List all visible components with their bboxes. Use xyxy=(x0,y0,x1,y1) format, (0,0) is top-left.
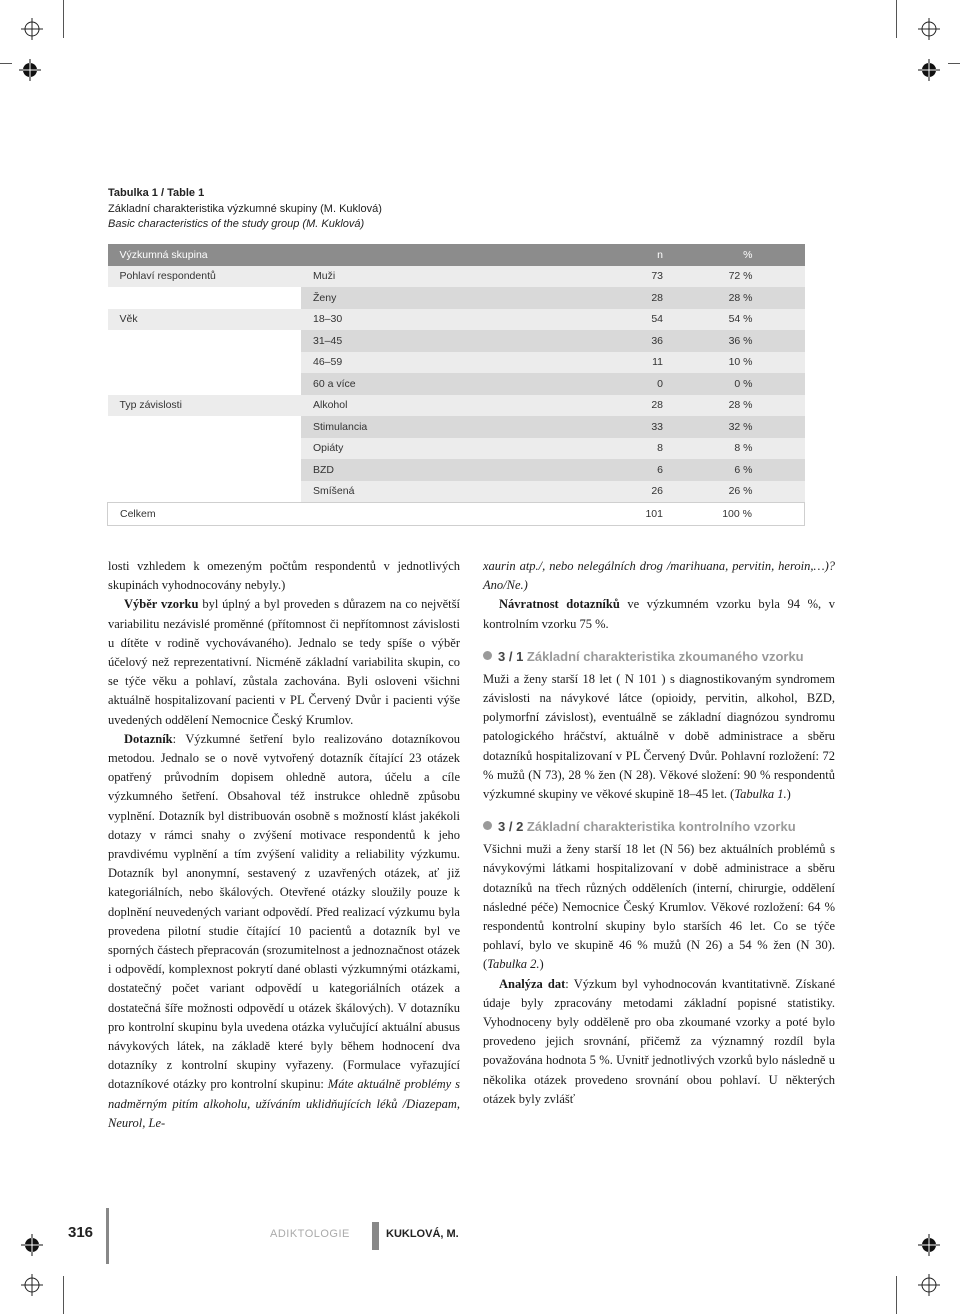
caption-title-cz: Základní charakteristika výzkumné skupiny (M. Kuklová) xyxy=(108,202,382,215)
cell-subgroup: Stimulancia xyxy=(313,420,368,433)
journal-name: ADIKTOLOGIE xyxy=(270,1228,350,1240)
cell-n: 8 xyxy=(657,442,663,455)
term-return-rate: Návratnost dotazníků xyxy=(499,597,620,612)
cell-n: 36 xyxy=(651,334,663,347)
cell-group: Typ závislosti xyxy=(119,399,182,412)
paragraph-text: byl úplný a byl proveden s důrazem na co největší variabilitu nezávislé proměnné (přítomnost či nepřítomnost závislosti u dítěte v rodině vychovávaného). Jednalo se tedy spíše o výběr účelový než reprezentativní. Nicméně základní variabilita skupin, co se týče věku a pohlaví, zůstala zachována. Byli osloveni všichni aktuálně hospitalizovaní pacienti v PL Červený Dvůr i pacienti výše uvedených oddělení Nemocnice Český Krumlov. xyxy=(108,597,460,727)
registration-mark-bottom-left xyxy=(21,1234,43,1256)
text-column-right xyxy=(483,557,835,1109)
registration-mark-left-upper xyxy=(19,59,41,81)
header-n: n xyxy=(513,244,663,266)
paragraph-text-end: ) xyxy=(786,787,791,802)
cell-n: 11 xyxy=(652,356,663,369)
registration-mark-top-left xyxy=(21,18,43,40)
crop-line-top-right-h xyxy=(948,63,960,64)
paragraph-italic-question: Máte aktuálně problémy s nadměrným pitím alkoholu, užíváním uklidňujících léků /Diazepam, Neurol, Le- xyxy=(108,1077,461,1130)
crop-line-bottom-right-v xyxy=(896,1276,897,1314)
table-row xyxy=(108,330,805,352)
paragraph-data-analysis xyxy=(483,975,835,1109)
cell-group xyxy=(108,481,302,503)
crop-line-top-left-v xyxy=(63,0,64,38)
cell-group xyxy=(108,438,302,460)
cell-percent: 26 % xyxy=(728,485,753,498)
paragraph-sample-selection xyxy=(108,595,460,729)
paragraph-questionnaire xyxy=(108,730,460,1133)
cell-subgroup: 31–45 xyxy=(313,334,343,347)
crop-line-bottom-left-v xyxy=(63,1276,64,1314)
author-name: KUKLOVÁ, M. xyxy=(386,1228,459,1240)
cell-n: 28 xyxy=(651,399,663,412)
table-header-row xyxy=(108,244,805,266)
table-row xyxy=(108,438,805,460)
paragraph-text: : Výzkum byl vyhodnocován kvantitativně. Získané údaje byly zpracovány metodami základní popisné statistiky. Vyhodnoceny byly odděleně pro oba zkoumané vzorky a poté bylo provedeno jejich srovnání, přičemž za významný rozdíl byla považována hodnota 5 %. Uvnitř jednotlivých vzorků bylo následně u několika otázek provedeno srovnání obou pohlaví. U některých otázek byly zvlášť xyxy=(483,976,835,1106)
cell-group xyxy=(108,416,302,438)
section-number: 3 / 1 xyxy=(498,648,524,664)
table-row xyxy=(108,395,805,417)
cell-percent: 54 % xyxy=(728,313,753,326)
cell-group xyxy=(108,287,302,309)
table-row xyxy=(108,352,805,374)
table-total-row xyxy=(108,503,805,526)
bullet-dot-icon xyxy=(483,651,492,660)
caption-title-en: Basic characteristics of the study group (M. Kuklová) xyxy=(108,218,365,230)
cell-percent: 6 % xyxy=(734,463,753,476)
registration-mark-bottom-right-2 xyxy=(918,1274,940,1296)
table-row xyxy=(108,373,805,395)
registration-mark-top-right xyxy=(918,18,940,40)
header-percent: % xyxy=(663,244,805,266)
paragraph-continuation xyxy=(108,557,460,595)
table-reference: Tabulka 2. xyxy=(487,957,540,972)
cell-group xyxy=(108,459,302,481)
table-reference: Tabulka 1. xyxy=(734,787,787,802)
paragraph-study-group xyxy=(483,670,835,804)
section-heading-3-2 xyxy=(483,818,835,836)
crop-line-top-right-v xyxy=(896,0,897,38)
cell-percent: 28 % xyxy=(728,291,753,304)
cell-percent: 8 % xyxy=(734,442,753,455)
registration-mark-right-upper xyxy=(918,59,940,81)
table-row xyxy=(108,481,805,503)
paragraph-continuation xyxy=(483,557,835,595)
cell-subgroup: Smíšená xyxy=(313,485,355,498)
cell-group: Pohlaví respondentů xyxy=(119,270,216,283)
cell-subgroup: 46–59 xyxy=(313,356,343,369)
header-subgroup xyxy=(301,244,513,266)
table-row xyxy=(108,416,805,438)
table-row xyxy=(108,266,805,288)
cell-subgroup: Ženy xyxy=(313,291,337,304)
cell-subgroup: Muži xyxy=(313,270,336,283)
section-number: 3 / 2 xyxy=(498,819,524,835)
cell-n: 33 xyxy=(651,420,663,433)
cell-n: 73 xyxy=(651,270,663,283)
characteristics-table xyxy=(107,244,805,526)
paragraph-control-group xyxy=(483,840,835,974)
cell-percent: 10 % xyxy=(728,356,753,369)
table-row xyxy=(108,287,805,309)
header-group: Výzkumná skupina xyxy=(108,244,302,266)
cell-subgroup: BZD xyxy=(313,463,334,476)
cell-total-subgroup xyxy=(301,503,513,526)
caption-label: Tabulka 1 / Table 1 xyxy=(108,187,205,199)
bullet-dot-icon xyxy=(483,821,492,830)
term-data-analysis: Analýza dat xyxy=(499,976,566,991)
crop-line-top-left-h xyxy=(0,63,12,64)
page-number: 316 xyxy=(68,1224,94,1241)
table-caption xyxy=(108,186,382,233)
registration-mark-bottom-right xyxy=(918,1234,940,1256)
paragraph-text: : Výzkumné šetření bylo realizováno dotazníkovou metodou. Jednalo se o nově vytvořený dotazník čítající 23 otázek opatřený průvodním dopisem ohledně autora, účelu a cíle výzkumného šetření. Obsahoval též instrukce ohledně způsobu vyplnění. Dotazník byl distribuován osobně s možností klást jakékoli dotazy v rámci snahy o zvýšení motivace respondentů k jeho pravdivému vyplnění a tím zvýšení validity a reliability výzkumu. Dotazník byl anonymní, sestavený z uzavřených otázek, ať již kategoriálních, nebo škálových. Otevřené otázky sloužily pouze k doplnění neuvedených variant odpovědí. Před realizací výzkumu byla provedena pilotní studie čítající 10 pacientů a dotazník byl ve sporných částech přepracován (srozumitelnost a jednoznačnost otázek i odpovědí, komplexnost pokrytí dané oblasti výzkumnými otázkami, dostatečný počet variant odpovědí u kategoriálních otázek a dostatečná šíře možnosti odpovědí u otázek škálových). V dotazníku pro kontrolní skupinu byla uvedena otázka vylučující aktuální abusus návykových látek, na základě které byly během hodnocení dva dotazníky z kontrolní skupiny vyřazeny. (Formulace vyřazující dotazníkové otázky pro kontrolní skupinu: xyxy=(108,731,460,1092)
paragraph-text: Všichni muži a ženy starší 18 let (N 56) bez aktuálních problémů s návykovými látkami hospitalizovaní v době administrace a sběru dotazníků na třech různých odděleních (interní, chirurgie, oddělení následné péče) Nemocnice Český Krumlov. Věkové rozložení: 64 % respondentů kontrolní skupiny bylo starších 46 let. Co se týče pohlaví, bylo ve skupině 46 % mužů (N 26) a 54 % žen (N 30). ( xyxy=(483,842,835,972)
cell-subgroup: 60 a více xyxy=(313,377,356,390)
table-row xyxy=(108,309,805,331)
cell-percent: 28 % xyxy=(728,399,753,412)
table-row xyxy=(108,459,805,481)
cell-percent: 32 % xyxy=(728,420,753,433)
cell-percent: 36 % xyxy=(728,334,753,347)
cell-percent: 0 % xyxy=(734,377,753,390)
cell-group xyxy=(108,330,302,352)
term-questionnaire: Dotazník xyxy=(124,731,173,746)
cell-n: 0 xyxy=(657,377,663,390)
paragraph-return-rate xyxy=(483,595,835,633)
cell-n: 26 xyxy=(651,485,663,498)
footer-divider xyxy=(106,1208,109,1264)
cell-total-percent: 100 % xyxy=(663,503,805,526)
cell-total-label: Celkem xyxy=(108,503,302,526)
cell-n: 54 xyxy=(651,313,663,326)
registration-mark-bottom-left-2 xyxy=(21,1274,43,1296)
text-column-left xyxy=(108,557,460,1133)
footer-author-marker xyxy=(372,1222,379,1250)
paragraph-text-end: ) xyxy=(539,957,544,972)
cell-group xyxy=(108,352,302,374)
cell-percent: 72 % xyxy=(728,270,753,283)
section-heading-3-1 xyxy=(483,648,835,666)
cell-subgroup: Opiáty xyxy=(313,442,344,455)
section-title: Základní charakteristika zkoumaného vzorku xyxy=(523,648,804,664)
paragraph-text: ve výzkumném vzorku byla 94 %, v kontrolním vzorku 75 %. xyxy=(483,597,835,631)
cell-n: 6 xyxy=(657,463,663,476)
paragraph-italic-question: xaurin atp./, nebo nelegálních drog /marihuana, pervitin, heroin,…)? Ano/Ne.) xyxy=(483,559,835,593)
cell-total-n: 101 xyxy=(513,503,663,526)
cell-group: Věk xyxy=(119,313,138,326)
paragraph-text: Muži a ženy starší 18 let ( N 101 ) s diagnostikovaným syndromem závislosti na návykové látce (opioidy, pervitin, alkohol, BZD, polymorfní závislost), eventuálně se základní diagnózou syndromu patologického hráčství, aktuálně v době administrace a sběru dotazníků hospitalizovaní v PL Červený Dvůr. Pohlavní rozložení: 72 % mužů (N 73), 28 % žen (N 28). Věkové složení: 90 % respondentů výzkumné skupiny ve věkové skupině 18–45 let. ( xyxy=(483,671,835,802)
cell-n: 28 xyxy=(651,291,663,304)
cell-group xyxy=(108,373,302,395)
section-title: Základní charakteristika kontrolního vzorku xyxy=(523,819,796,835)
cell-subgroup: Alkohol xyxy=(313,399,348,412)
paragraph-text: losti vzhledem k omezeným počtům respondentů v jednotlivých skupinách vyhodnocovány nebyly.) xyxy=(108,559,460,593)
cell-subgroup: 18–30 xyxy=(313,313,343,326)
term-sample-selection: Výběr vzorku xyxy=(124,597,199,612)
